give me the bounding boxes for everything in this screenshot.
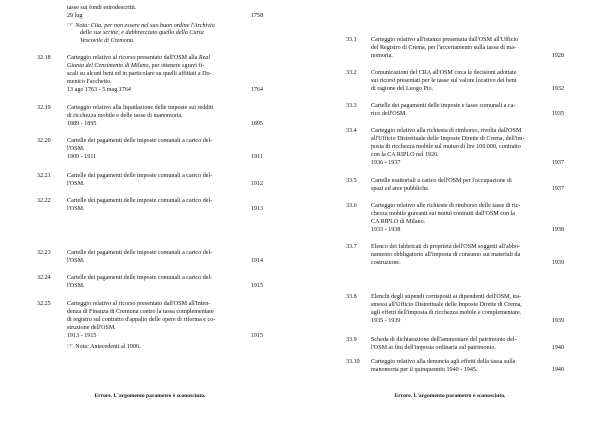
entry-number: 33.10 xyxy=(346,359,360,365)
note-hand-icon: ☞ xyxy=(67,342,74,350)
entry-line: l'OSM. xyxy=(67,181,85,187)
entry-line: l'OSM. xyxy=(67,146,85,152)
entry-year: 1764 xyxy=(250,87,263,93)
entry-line-start: Carteggio relativo al ricorso presentato dall'OSM alla xyxy=(67,55,199,61)
entry-line: l'OSM. xyxy=(67,206,85,212)
entry-number: 33.2 xyxy=(346,70,357,76)
entry-line: sui ricorsi presentati per le tasse sul valore locativo dei beni xyxy=(371,78,517,84)
entry-line-italic: Real xyxy=(198,55,211,61)
entry-year: 1911 xyxy=(251,154,263,160)
entry-line: l'OSM. xyxy=(67,258,85,264)
entry-year: 1913 xyxy=(250,206,263,212)
entry-line: Comunicazioni del CRA all'OSM circa le decisioni adottate xyxy=(371,70,517,76)
entry-line: del Registro di Crema, per l'accertamento sulla tassa di ma- xyxy=(371,45,516,51)
entry-year: 1937 xyxy=(551,160,564,166)
entry-year: 1912 xyxy=(250,181,263,187)
entry-number: 32.22 xyxy=(37,198,51,204)
entry-line: smessi all'Ufficio Distrettuale delle Imposte Dirette di Crema, xyxy=(371,302,522,308)
entry-line: chezza mobile gravanti sui mutui contratti dall'OSM con la xyxy=(371,211,515,217)
entry-line: Carteggio relativo alla liquidazione delle imposte sui redditi xyxy=(67,105,214,111)
entry-line: l'OSM ai fini dell'imposta ordinaria sul patrimonio. xyxy=(371,345,496,351)
entry-dates: 1913 - 1915 xyxy=(67,333,97,339)
entry-line: Cartelle dei pagamenti delle imposte comunali a carico del- xyxy=(67,275,213,281)
entry-dates: 1909 - 1911 xyxy=(67,154,97,160)
entry-line: di ricchezza mobile e delle tasse di manomorta. xyxy=(67,113,183,119)
note-line: Vescovile di Cremona. xyxy=(80,38,135,44)
entry-dates: 1936 - 1937 xyxy=(371,160,401,166)
entry-line: Carteggio relativo all'istanza presentata dall'OSM all'Ufficio xyxy=(371,37,519,43)
entry-line: con la CA RIPLO nel 1926. xyxy=(371,152,439,158)
entry-line: Cartelle dei pagamenti delle imposte comunali a carico del- xyxy=(67,250,213,256)
entry-number: 33.1 xyxy=(346,37,357,43)
entry-line: struzione dell'OSM. xyxy=(67,325,116,331)
entry-line: rico dell'OSM. xyxy=(371,111,407,117)
entry-line: all'Ufficio Distrettuale delle Imposte Dirette di Crema, dell'im- xyxy=(371,136,525,142)
note-hand-icon: ☞ xyxy=(67,21,74,29)
entry-line: Cartelle dei pagamenti delle imposte comunali a carico del- xyxy=(67,198,213,204)
entry-line: di registro sul contratto d'appalto delle opere di riforma e co- xyxy=(67,317,216,323)
entry-number: 32.19 xyxy=(37,105,51,111)
entry-line-end: , per ottenere sgravi fi- xyxy=(148,63,205,69)
entry-line: Carteggio relativo alle richieste di rimborso delle tasse di ric- xyxy=(371,203,521,209)
entry-line-italic: Giunta del Censimento di Milano xyxy=(67,63,149,69)
entry-line: scali su alcuni beni ed in particolare su quelli affittati a Do- xyxy=(67,71,212,77)
entry-year: 1935 xyxy=(551,111,564,117)
entry-line: denza di Finanza di Cremona contro la tassa complementare xyxy=(67,309,214,315)
entry-line: manomorta per il quinquennio 1940 - 1945. xyxy=(371,367,478,373)
entry-number: 33.9 xyxy=(346,337,357,343)
entry-year: 1939 xyxy=(551,318,564,324)
entry-number: 32.21 xyxy=(37,173,51,179)
bottom-note xyxy=(67,342,141,351)
entry-year: 1915 xyxy=(250,333,263,339)
page-footer: Errore. L'argomento parametro è sconosciuto. xyxy=(394,393,506,399)
note-line: delle sue scritte, e dabbrecciato quello della Curia xyxy=(80,30,204,36)
entry-number: 32.23 xyxy=(37,250,51,256)
entry-number: 32.24 xyxy=(37,275,51,281)
entry-dates: 1935 - 1939 xyxy=(371,318,401,324)
entry-line: agli effetti dell'imposta di ricchezza mobile e complementare. xyxy=(371,310,522,316)
entry-number: 33.3 xyxy=(346,103,357,109)
entry-line: nomorta. xyxy=(371,53,393,59)
entry-number: 33.4 xyxy=(346,128,357,134)
entry-year: 1914 xyxy=(250,258,263,264)
entry-line: Carteggio relativo alla denuncia agli effetti della tassa sulla xyxy=(371,359,516,365)
entry-dates: 1889 - 1895 xyxy=(67,121,97,127)
entry-line: menico Facchetto. xyxy=(67,79,112,85)
entry-line: CA RIPLO di Milano. xyxy=(371,219,426,225)
top-entry-line: tasse sui fondi estrodescritti. xyxy=(67,5,137,11)
top-entry-date: 29 lug xyxy=(67,13,83,19)
note-line: Nota: Cita. per non essere nel suo buon ordine l'Archivio xyxy=(75,23,215,29)
entry-number: 32.20 xyxy=(37,138,51,144)
entry-year: 1939 xyxy=(551,260,564,266)
entry-line: Elenchi degli stipendi corrisposti ai dipendenti dell'OSM, tra- xyxy=(371,294,522,300)
entry-year: 1940 xyxy=(551,367,564,373)
entry-line: Cartelle esattoriali a carico dell'OSM per l'occupazione di xyxy=(371,178,512,184)
entry-dates: 13 ago 1763 - 5 mag 1764 xyxy=(67,87,131,93)
top-entry-year: 1758 xyxy=(250,13,263,19)
entry-number: 33.8 xyxy=(346,294,357,300)
entry-line: Cartelle dei pagamenti delle imposte comunali a carico del- xyxy=(67,138,213,144)
entry-number: 32.18 xyxy=(37,55,51,61)
entry-line: costruzione. xyxy=(371,260,401,266)
entry-line: Scheda di dichiarazione dell'ammontare del patrimonio del- xyxy=(371,337,517,343)
entry-line: di ragione del Luogo Pio. xyxy=(371,86,434,92)
entry-year: 1895 xyxy=(250,121,263,127)
entry-line: l'OSM. xyxy=(67,283,85,289)
entry-line: Elenco dei fabbricati di proprietà dell'OSM soggetti all'abbo- xyxy=(371,244,520,250)
entry-year: 1932 xyxy=(551,86,564,92)
entry-line: spazi ed aree pubbliche. xyxy=(371,186,430,192)
entry-number: 33.7 xyxy=(346,244,357,250)
right-page xyxy=(300,0,600,424)
bottom-note-text: Nota: Antecedenti al 1906. xyxy=(75,344,141,350)
entry-year: 1937 xyxy=(551,186,564,192)
entry-line: Cartelle dei pagamenti delle imposte e tasse comunali a ca- xyxy=(371,103,516,109)
entry-line: Carteggio relativo alla richiesta di rimborso, rivolta dall'OSM xyxy=(371,128,522,134)
page-footer: Errore. L'argomento parametro è sconosciuto. xyxy=(94,393,206,399)
entry-year: 1940 xyxy=(551,345,564,351)
entry-year: 1928 xyxy=(551,53,564,59)
entry-line: namento obbligatorio all'imposta di consumo sui materiali da xyxy=(371,252,521,258)
entry-line: Carteggio relativo al ricorso presentato dall'OSM all'Inten- xyxy=(67,301,211,307)
entry-dates: 1933 - 1938 xyxy=(371,227,401,233)
entry-number: 33.5 xyxy=(346,178,357,184)
entry-year: 1938 xyxy=(551,227,564,233)
entry-line: posta di ricchezza mobile sul mutuo di lire 100.000, contratto xyxy=(371,144,521,150)
entry-number: 32.25 xyxy=(37,301,51,307)
entry-year: 1915 xyxy=(250,283,263,289)
entry-line: Cartelle dei pagamenti delle imposte comunali a carico del- xyxy=(67,173,213,179)
entry-number: 33.6 xyxy=(346,203,357,209)
